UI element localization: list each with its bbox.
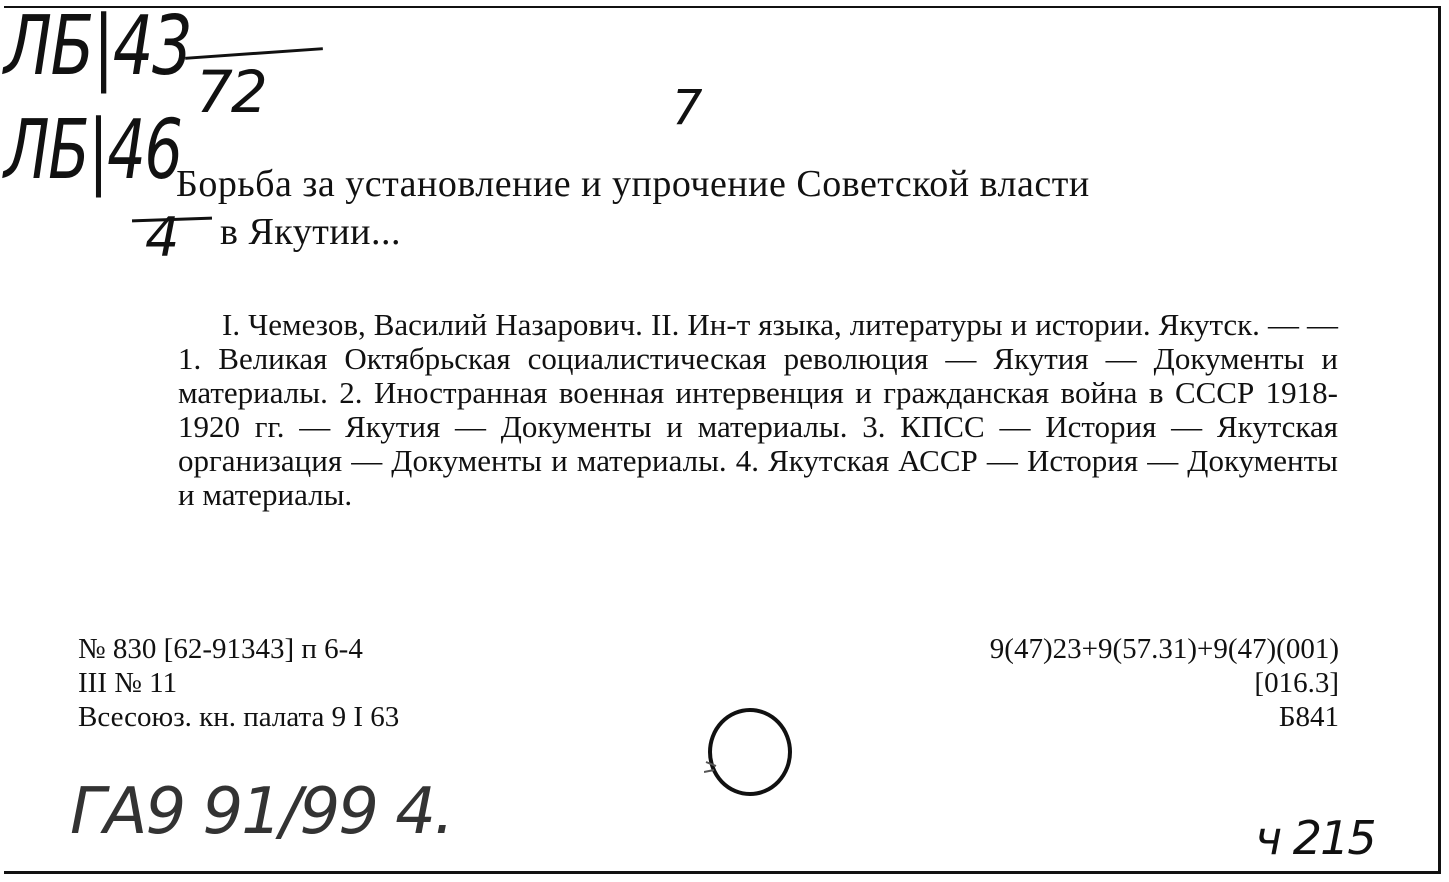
handwritten-top-mark: 7: [672, 80, 701, 136]
card-title: [176, 160, 1346, 256]
handwritten-copy-number-2: 4: [145, 206, 178, 269]
card-meta-left: [78, 632, 399, 734]
stamp-ring-icon: [704, 706, 794, 798]
handwritten-bottom-left-note: ГА9 91/99 4.: [70, 775, 453, 849]
series-line: III № 11: [78, 667, 178, 699]
subject-entries: I. Чемезов, Василий Назарович. II. Ин-т языка, литературы и истории. Якутск. — — 1. Великая Октябрьская социалистическая революция — Якутия — Документы и материалы. 2. Иностранная военная интервенция и гражданская война в СССР 1918-1920 гг. — Якутия — Документы и материалы. 3. КПСС — История — Якутская организация — Документы и материалы. 4. Якутская АССР — История — Документы и материалы.: [178, 307, 1338, 512]
handwritten-shelf-mark-2: ЛБ|46: [4, 103, 182, 198]
handwritten-copy-number-1: 72: [196, 58, 266, 126]
classification-line-3: Б841: [1278, 701, 1339, 733]
title-line-2: в Якутии...: [220, 211, 401, 253]
card-number-line: № 830 [62-91343] п 6-4: [78, 633, 363, 665]
title-line-1: Борьба за установление и упрочение Советской власти: [176, 163, 1090, 205]
classification-line-1: 9(47)23+9(57.31)+9(47)(001): [989, 633, 1339, 665]
publisher-line: Всесоюз. кн. палата 9 I 63: [78, 701, 400, 733]
handwritten-bottom-right-note: ч 215: [1255, 811, 1375, 865]
classification-line-2: [016.3]: [1254, 667, 1339, 699]
handwritten-shelf-mark-1: ЛБ|43: [4, 0, 192, 94]
card-meta-right: [990, 632, 1339, 734]
